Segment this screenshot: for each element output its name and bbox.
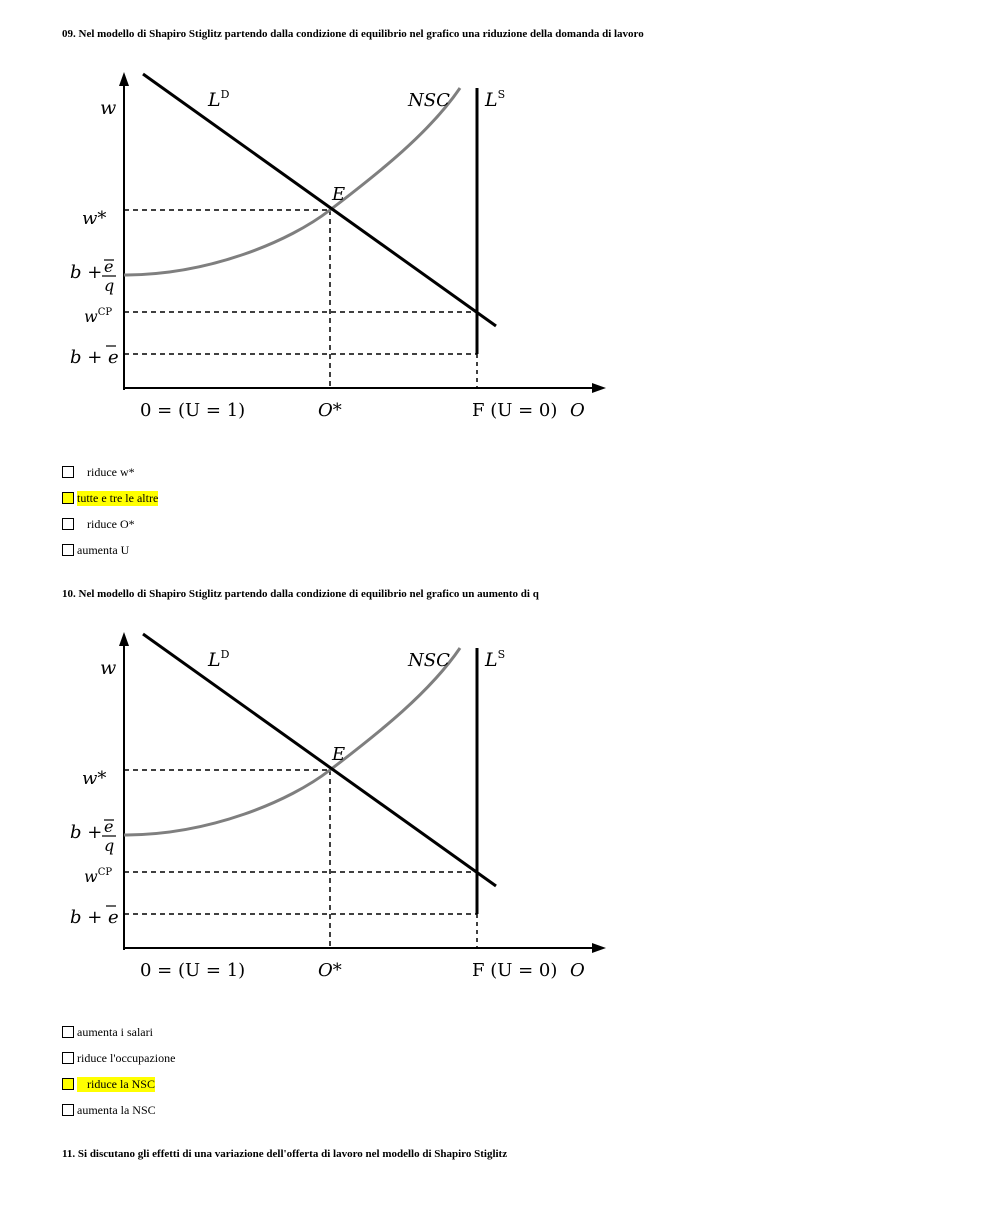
q09-option-2[interactable] — [62, 490, 158, 506]
full-employment-label: F (U = 0) — [472, 400, 558, 421]
question-11-title: 11. Si discutano gli effetti di una variazione dell'offerta di lavoro nel modello di Shapiro Stiglitz — [62, 1148, 508, 1160]
equilibrium-label: E — [332, 744, 346, 765]
w-cp-label: $w^{CP}$ — [84, 867, 113, 886]
question-10-title: 10. Nel modello di Shapiro Stiglitz partendo dalla condizione di equilibrio nel grafico un aumento di q — [62, 588, 539, 600]
question-09-graph — [60, 66, 620, 446]
option-label: riduce la NSC — [77, 1077, 155, 1092]
q09-option-3[interactable] — [62, 516, 135, 532]
q10-option-3[interactable] — [62, 1076, 155, 1092]
checkbox[interactable] — [62, 518, 74, 530]
option-label: riduce l'occupazione — [77, 1050, 176, 1065]
q09-option-1[interactable] — [62, 464, 135, 480]
y-axis-arrow — [119, 72, 129, 86]
checkbox[interactable] — [62, 1104, 74, 1116]
demand-label: $L^D$ — [208, 88, 230, 111]
option-label: riduce O* — [87, 516, 135, 531]
w-cp-label: $w^{CP}$ — [84, 307, 113, 326]
q-label: q — [104, 836, 115, 855]
b-plus-label: b + — [70, 262, 103, 283]
nsc-label: NSC — [408, 650, 450, 671]
equilibrium-label: E — [332, 184, 346, 205]
question-10-graph — [60, 626, 620, 1006]
option-label: aumenta la NSC — [77, 1102, 156, 1117]
option-label: aumenta i salari — [77, 1024, 153, 1039]
x-axis-label: O — [570, 960, 585, 981]
full-employment-label: F (U = 0) — [472, 960, 558, 981]
x-axis-arrow — [592, 943, 606, 953]
e-bar-label: e — [104, 257, 114, 276]
checkbox[interactable] — [62, 1026, 74, 1038]
checkbox[interactable] — [62, 1052, 74, 1064]
supply-label: $L^S$ — [485, 648, 506, 671]
checkbox[interactable] — [62, 1078, 74, 1090]
origin-label: 0 = (U = 1) — [140, 960, 246, 981]
nsc-label: NSC — [408, 90, 450, 111]
y-axis-label: w — [100, 657, 117, 679]
e-bar-label: e — [104, 817, 114, 836]
supply-label: $L^S$ — [485, 88, 506, 111]
checkbox[interactable] — [62, 466, 74, 478]
w-star-label: w* — [82, 768, 107, 789]
shapiro-stiglitz-graph — [60, 626, 620, 1006]
o-star-label: O* — [318, 400, 342, 421]
y-axis-arrow — [119, 632, 129, 646]
q09-option-4[interactable] — [62, 542, 129, 558]
x-axis-arrow — [592, 383, 606, 393]
o-star-label: O* — [318, 960, 342, 981]
origin-label: 0 = (U = 1) — [140, 400, 246, 421]
question-09-title: 09. Nel modello di Shapiro Stiglitz partendo dalla condizione di equilibrio nel grafico una riduzione della domanda di lavoro — [62, 28, 644, 40]
checkbox[interactable] — [62, 492, 74, 504]
q10-option-1[interactable] — [62, 1024, 153, 1040]
x-axis-label: O — [570, 400, 585, 421]
q10-option-2[interactable] — [62, 1050, 175, 1066]
w-star-label: w* — [82, 208, 107, 229]
b-plus-e-label: b + e — [70, 907, 119, 928]
q-label: q — [104, 276, 115, 295]
demand-label: $L^D$ — [208, 648, 230, 671]
checkbox[interactable] — [62, 544, 74, 556]
shapiro-stiglitz-graph — [60, 66, 620, 446]
b-plus-label: b + — [70, 822, 103, 843]
q10-option-4[interactable] — [62, 1102, 156, 1118]
option-label: riduce w* — [87, 464, 135, 479]
option-label: aumenta U — [77, 542, 130, 557]
b-plus-e-label: b + e — [70, 347, 119, 368]
y-axis-label: w — [100, 97, 117, 119]
option-label: tutte e tre le altre — [77, 490, 159, 505]
